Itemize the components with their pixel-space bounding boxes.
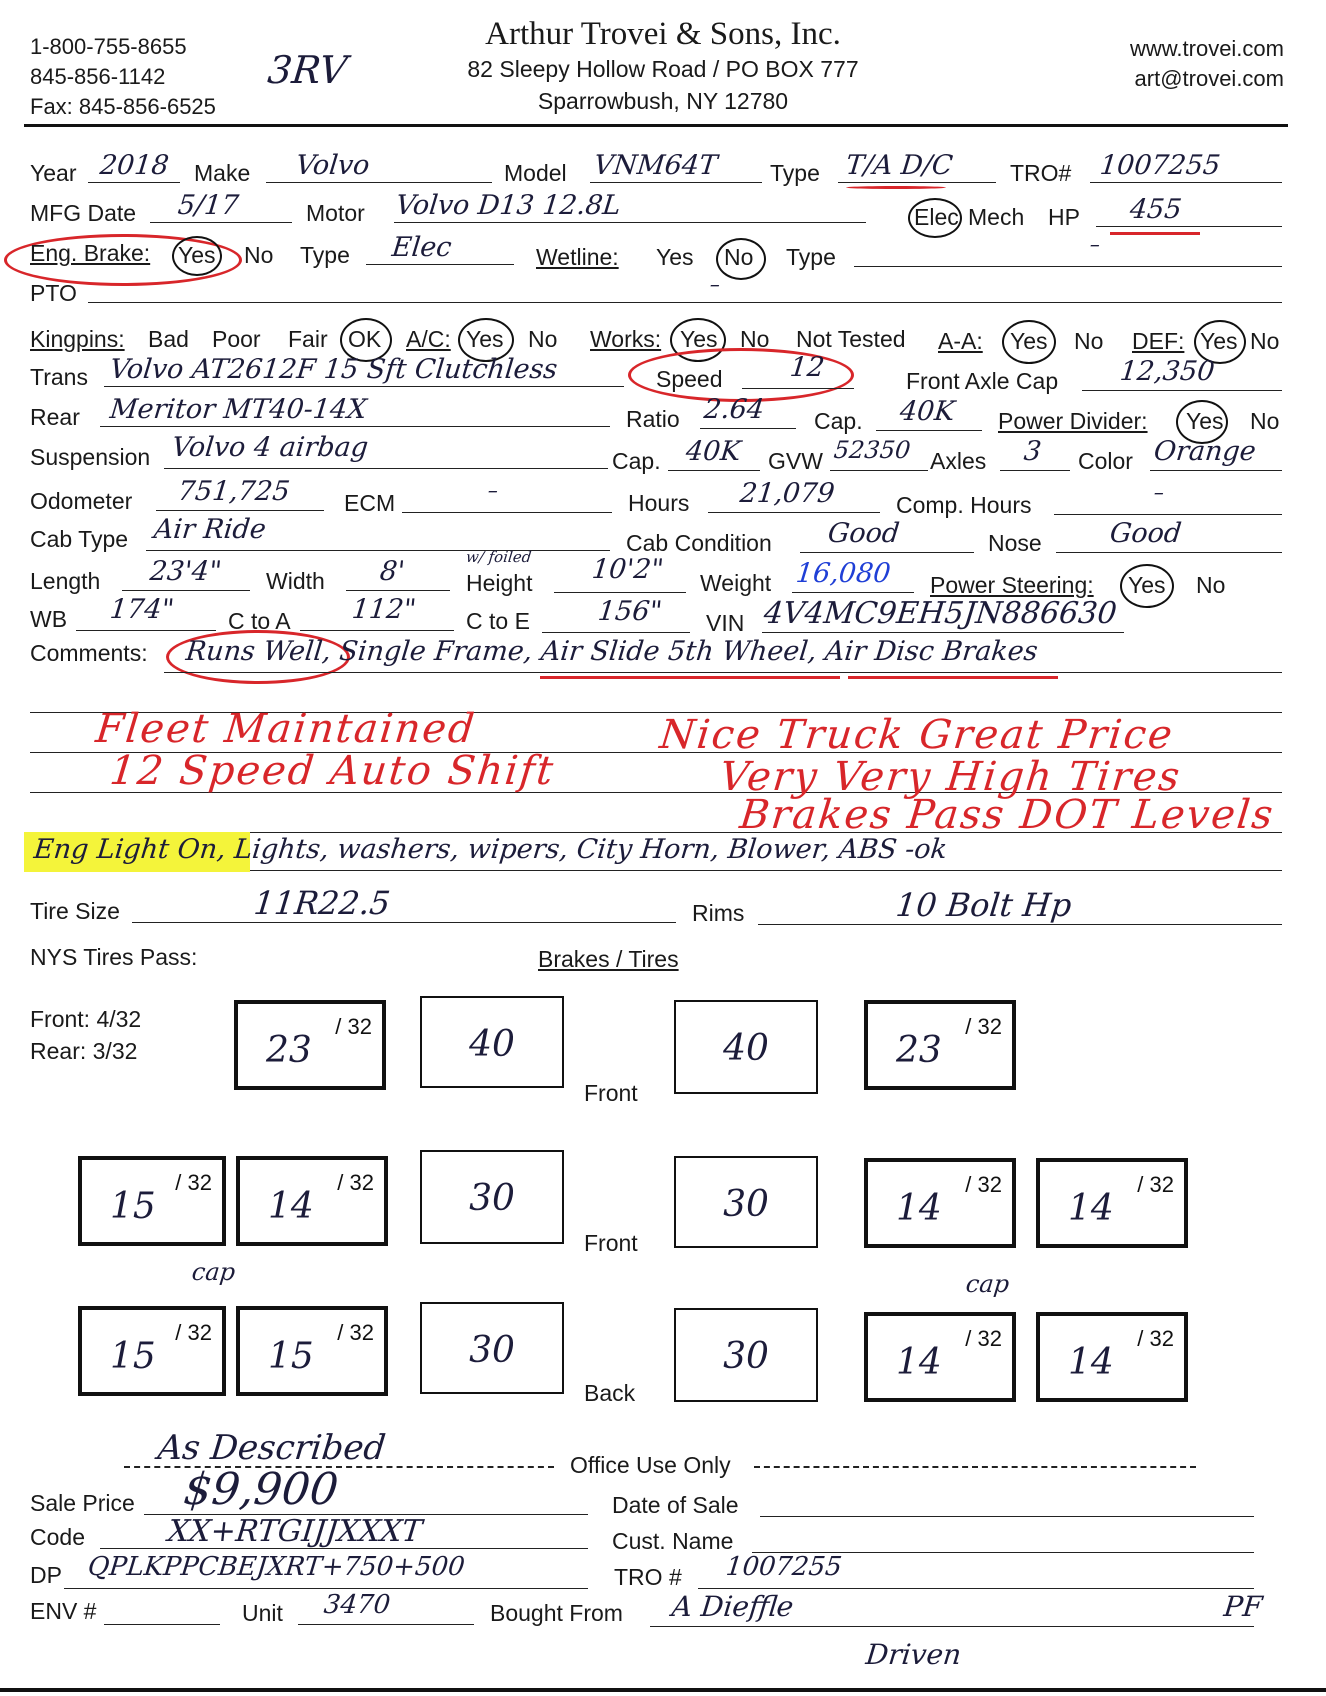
brake-r3-right xyxy=(674,1308,818,1402)
lights-ok-text: Lights, washers, wipers, City Horn, Blower, ABS -ok xyxy=(224,834,949,865)
tire-front-right-value: 23 xyxy=(896,1030,942,1071)
color-value: Orange xyxy=(1152,436,1258,467)
rear-value: Meritor MT40-14X xyxy=(108,394,369,425)
front-label-2: Front xyxy=(584,1230,638,1256)
c-to-a-label: C to A xyxy=(228,608,291,634)
make-label: Make xyxy=(194,160,251,186)
make-value: Volvo xyxy=(294,150,372,181)
office-use-label: Office Use Only xyxy=(570,1452,731,1478)
eng-brake-label: Eng. Brake: xyxy=(30,240,151,266)
elec-circle xyxy=(908,198,962,238)
susp-cap-label: Cap. xyxy=(612,448,661,474)
company-address-1: 82 Sleepy Hollow Road / PO BOX 777 xyxy=(467,56,859,82)
tire-r3-2-value: 15 xyxy=(268,1336,314,1377)
aa-yes: Yes xyxy=(1010,328,1048,354)
red-note-high-tires: Very Very High Tires xyxy=(717,754,1184,800)
tire-r3-2-frac: / 32 xyxy=(337,1320,374,1345)
wetline-type-label: Type xyxy=(786,244,836,270)
code-label: Code xyxy=(30,1524,85,1550)
kingpins-bad: Bad xyxy=(148,326,189,352)
cab-condition-value: Good xyxy=(826,518,902,549)
rims-value: 10 Bolt Hp xyxy=(894,886,1074,924)
def-label: DEF: xyxy=(1132,328,1185,354)
hp-red-underline xyxy=(1110,232,1200,235)
power-steering-label: Power Steering: xyxy=(930,572,1094,598)
year-label: Year xyxy=(30,160,77,186)
tire-r3-4 xyxy=(1036,1312,1188,1402)
kingpins-poor: Poor xyxy=(212,326,261,352)
tire-r2-2-frac: / 32 xyxy=(337,1170,374,1195)
weight-label: Weight xyxy=(700,570,772,596)
power-steering-yes: Yes xyxy=(1128,572,1166,598)
as-described: As Described xyxy=(155,1428,388,1468)
length-value: 23'4" xyxy=(148,556,224,587)
tire-front-left-value: 23 xyxy=(266,1030,312,1071)
comment-line-1: Runs Well, Single Frame, Air Slide 5th Wheel, Air Disc Brakes xyxy=(184,636,1040,667)
ac-yes: Yes xyxy=(466,326,504,352)
phone-1: 1-800-755-8655 xyxy=(30,34,187,59)
tire-r3-2 xyxy=(236,1306,388,1396)
ecm-label: ECM xyxy=(344,490,396,516)
rear-cap-value: 40K xyxy=(898,396,957,427)
company-address-2: Sparrowbush, NY 12780 xyxy=(537,88,789,114)
brake-r3-left xyxy=(420,1302,564,1394)
def-yes: Yes xyxy=(1200,328,1238,354)
tire-front-right-frac: / 32 xyxy=(965,1014,1002,1039)
tire-r2-4-frac: / 32 xyxy=(1137,1172,1174,1197)
red-note-fleet: Fleet Maintained xyxy=(93,706,479,752)
width-label: Width xyxy=(266,568,325,594)
tire-front-left xyxy=(234,1000,386,1090)
aa-label: A-A: xyxy=(938,328,983,354)
nys-tires-pass-label: NYS Tires Pass: xyxy=(30,944,198,970)
sale-price-value: $9,900 xyxy=(181,1464,341,1515)
speed-value: 12 xyxy=(788,352,826,383)
mfg-date-label: MFG Date xyxy=(30,200,137,226)
eng-brake-type-value: Elec xyxy=(390,232,454,263)
power-steering-no: No xyxy=(1196,572,1226,598)
comment-red-underline-2 xyxy=(848,676,1058,679)
model-label: Model xyxy=(504,160,567,186)
speed-label: Speed xyxy=(656,366,723,392)
kingpins-label: Kingpins: xyxy=(30,326,125,352)
height-note: w/ foiled xyxy=(465,548,533,566)
nose-label: Nose xyxy=(988,530,1042,556)
brake-r3-right-value: 30 xyxy=(723,1336,769,1377)
comment-highlighted xyxy=(32,834,948,865)
handwritten-note: 3RV xyxy=(265,48,350,92)
color-label: Color xyxy=(1078,448,1133,474)
ac-label: A/C: xyxy=(406,326,451,352)
rims-label: Rims xyxy=(692,900,745,926)
tire-r2-4-value: 14 xyxy=(1068,1188,1114,1229)
tire-r2-1-value: 15 xyxy=(110,1186,156,1227)
pto-value: – xyxy=(708,272,722,296)
brake-front-right-value: 40 xyxy=(723,1028,769,1069)
tro-num-label: TRO # xyxy=(614,1564,682,1590)
unit-label: Unit xyxy=(242,1600,283,1626)
weight-value: 16,080 xyxy=(794,558,893,589)
tire-r2-4 xyxy=(1036,1158,1188,1248)
page-bottom-edge xyxy=(0,1688,1326,1692)
width-value: 8' xyxy=(378,556,407,587)
tire-r2-3 xyxy=(864,1158,1016,1248)
red-note-12-speed: 12 Speed Auto Shift xyxy=(107,748,558,794)
env-label: ENV # xyxy=(30,1598,97,1624)
brake-r3-left-value: 30 xyxy=(469,1330,515,1371)
type-value: T/A D/C xyxy=(844,150,955,181)
eng-brake-yes: Yes xyxy=(178,242,216,268)
vin-label: VIN xyxy=(706,610,745,636)
comment-red-underline-1 xyxy=(540,676,840,679)
motor-value: Volvo D13 12.8L xyxy=(394,190,623,221)
wetline-yes: Yes xyxy=(656,244,694,270)
tire-size-value: 11R22.5 xyxy=(252,884,393,922)
height-label: Height xyxy=(466,570,533,596)
power-steering-yes-circle xyxy=(1120,564,1174,608)
eng-brake-no: No xyxy=(244,242,274,268)
works-not-tested: Not Tested xyxy=(796,326,906,352)
front-tread: Front: 4/32 xyxy=(30,1006,142,1032)
tire-r3-3-frac: / 32 xyxy=(965,1326,1002,1351)
rear-tread: Rear: 3/32 xyxy=(30,1038,138,1064)
eng-brake-yes-circle xyxy=(172,236,222,276)
ac-no: No xyxy=(528,326,558,352)
type-red-underline xyxy=(846,186,946,189)
odometer-value: 751,725 xyxy=(176,476,292,507)
fax: Fax: 845-856-6525 xyxy=(30,94,216,119)
vin-value: 4V4MC9EH5JN886630 xyxy=(762,596,1119,631)
brake-r2-left-value: 30 xyxy=(469,1178,515,1219)
cap-note-left: cap xyxy=(190,1258,237,1286)
brake-r2-right xyxy=(674,1156,818,1248)
tro-label: TRO# xyxy=(1010,160,1072,186)
power-divider-label: Power Divider: xyxy=(998,408,1148,434)
suspension-value: Volvo 4 airbag xyxy=(170,432,370,463)
tire-r3-1-value: 15 xyxy=(110,1336,156,1377)
comp-hours-value: – xyxy=(1152,480,1166,504)
tire-r2-3-value: 14 xyxy=(896,1188,942,1229)
mfg-date-value: 5/17 xyxy=(176,190,241,221)
brake-front-left-value: 40 xyxy=(469,1024,515,1065)
tire-r3-1-frac: / 32 xyxy=(175,1320,212,1345)
unit-value: 3470 xyxy=(322,1590,392,1620)
ratio-label: Ratio xyxy=(626,406,680,432)
type-label: Type xyxy=(770,160,820,186)
mech-label: Mech xyxy=(968,204,1025,230)
works-label: Works: xyxy=(590,326,662,352)
ecm-value: – xyxy=(486,478,500,502)
wetline-no: No xyxy=(724,244,754,270)
hp-value: 455 xyxy=(1128,194,1184,225)
nose-value: Good xyxy=(1108,518,1184,549)
tro-num-value: 1007255 xyxy=(724,1552,844,1582)
tire-r3-1 xyxy=(78,1306,226,1396)
power-divider-no: No xyxy=(1250,408,1280,434)
eng-brake-type-label: Type xyxy=(300,242,350,268)
wetline-no-circle xyxy=(716,238,766,280)
hp-label: HP xyxy=(1048,204,1080,230)
kingpins-ok: OK xyxy=(348,326,382,352)
def-no: No xyxy=(1250,328,1280,354)
front-axle-cap-label: Front Axle Cap xyxy=(906,368,1059,394)
cab-type-label: Cab Type xyxy=(30,526,129,552)
tire-front-left-frac: / 32 xyxy=(335,1014,372,1039)
c-to-e-value: 156" xyxy=(596,596,664,627)
bought-from-value: A Dieffle xyxy=(670,1590,796,1623)
eng-light-text: Eng Light On, xyxy=(32,834,228,865)
length-label: Length xyxy=(30,568,101,594)
works-no: No xyxy=(740,326,770,352)
tire-r2-3-frac: / 32 xyxy=(965,1172,1002,1197)
wb-value: 174" xyxy=(108,594,176,625)
office-dash-right xyxy=(754,1466,1196,1468)
power-divider-yes: Yes xyxy=(1186,408,1224,434)
gvw-value: 52350 xyxy=(832,436,912,464)
dp-value: QPLKPPCBEJXRT+750+500 xyxy=(86,1552,467,1582)
pf-note: PF xyxy=(1222,1590,1265,1623)
ratio-value: 2.64 xyxy=(702,394,766,425)
model-value: VNM64T xyxy=(592,150,719,181)
brake-front-left xyxy=(420,996,564,1088)
cab-type-value: Air Ride xyxy=(152,514,268,545)
front-label-1: Front xyxy=(584,1080,638,1106)
suspension-label: Suspension xyxy=(30,444,151,470)
bought-from-label: Bought From xyxy=(490,1600,623,1626)
company-name: Arthur Trovei & Sons, Inc. xyxy=(485,16,841,52)
wetline-type-value: – xyxy=(1088,232,1102,256)
brakes-tires-title: Brakes / Tires xyxy=(538,946,679,972)
gvw-label: GVW xyxy=(768,448,823,474)
tire-r2-1 xyxy=(78,1156,226,1246)
brake-r2-left xyxy=(420,1150,564,1244)
dp-label: DP xyxy=(30,1562,62,1588)
works-yes: Yes xyxy=(680,326,718,352)
driven-note: Driven xyxy=(864,1638,963,1671)
wb-label: WB xyxy=(30,606,68,632)
date-of-sale-label: Date of Sale xyxy=(612,1492,739,1518)
c-to-e-label: C to E xyxy=(466,608,530,634)
wetline-label: Wetline: xyxy=(536,244,619,270)
tire-r3-4-frac: / 32 xyxy=(1137,1326,1174,1351)
brake-r2-right-value: 30 xyxy=(723,1184,769,1225)
brake-front-right xyxy=(674,1000,818,1094)
red-note-nice-truck: Nice Truck Great Price xyxy=(657,712,1177,758)
comp-hours-label: Comp. Hours xyxy=(896,492,1032,518)
motor-label: Motor xyxy=(306,200,365,226)
axles-value: 3 xyxy=(1022,436,1043,467)
code-value: XX+RTGIJJXXXT xyxy=(166,1514,424,1549)
rear-cap-label: Cap. xyxy=(814,408,863,434)
hours-value: 21,079 xyxy=(738,478,837,509)
rear-label: Rear xyxy=(30,404,80,430)
pto-label: PTO xyxy=(30,280,77,306)
cab-condition-label: Cab Condition xyxy=(626,530,772,556)
cust-name-label: Cust. Name xyxy=(612,1528,734,1554)
axles-label: Axles xyxy=(930,448,987,474)
tire-r3-3-value: 14 xyxy=(896,1342,942,1383)
trans-value: Volvo AT2612F 15 Sft Clutchless xyxy=(108,354,559,385)
back-label: Back xyxy=(584,1380,636,1406)
elec-label: Elec xyxy=(914,204,959,230)
tire-r3-4-value: 14 xyxy=(1068,1342,1114,1383)
trans-label: Trans xyxy=(30,364,88,390)
aa-no: No xyxy=(1074,328,1104,354)
aa-yes-circle xyxy=(1002,320,1056,364)
tire-r2-2-value: 14 xyxy=(268,1186,314,1227)
tire-r2-1-frac: / 32 xyxy=(175,1170,212,1195)
sale-price-label: Sale Price xyxy=(30,1490,135,1516)
odometer-label: Odometer xyxy=(30,488,133,514)
phone-2: 845-856-1142 xyxy=(30,64,166,89)
tire-size-label: Tire Size xyxy=(30,898,120,924)
tire-front-right xyxy=(864,1000,1016,1090)
front-axle-cap-value: 12,350 xyxy=(1118,356,1217,387)
email: art@trovei.com xyxy=(1134,66,1284,91)
year-value: 2018 xyxy=(98,150,171,181)
tire-r2-2 xyxy=(236,1156,388,1246)
c-to-a-value: 112" xyxy=(350,594,418,625)
tire-r3-3 xyxy=(864,1312,1016,1402)
height-value: 10'2" xyxy=(590,554,666,585)
comments-label: Comments: xyxy=(30,640,148,666)
cap-note-right: cap xyxy=(964,1270,1011,1298)
kingpins-fair: Fair xyxy=(288,326,328,352)
website: www.trovei.com xyxy=(1129,36,1284,61)
susp-cap-value: 40K xyxy=(684,436,743,467)
hours-label: Hours xyxy=(628,490,690,516)
tro-value: 1007255 xyxy=(1098,150,1222,181)
header-divider xyxy=(24,124,1288,127)
red-note-brakes: Brakes Pass DOT Levels xyxy=(737,792,1277,838)
